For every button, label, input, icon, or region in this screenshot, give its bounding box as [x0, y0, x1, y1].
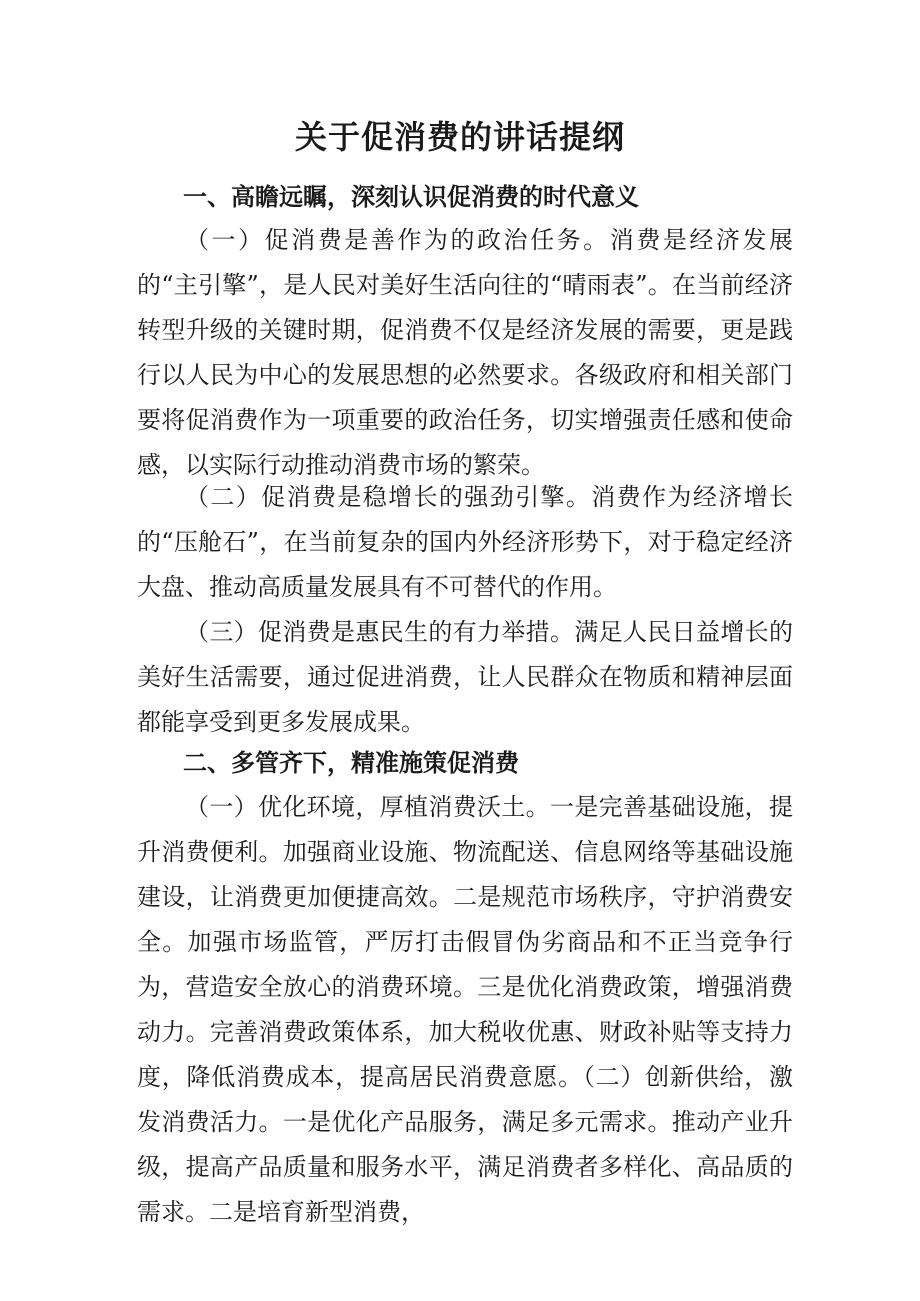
section-heading-2: 二、多管齐下，精准施策促消费: [183, 749, 519, 777]
paragraph-1-3: （三）促消费是惠民生的有力举措。满足人民日益增长的美好生活需要，通过促进消费，让人民群众在物质和精神层面都能享受到更多发展成果。: [137, 618, 793, 736]
paragraph-1-2: （二）促消费是稳增长的强劲引擎。消费作为经济增长的“压舱石”，在当前复杂的国内外经济形势下，对于稳定经济大盘、推动高质量发展具有不可替代的作用。: [137, 483, 793, 601]
section-heading-1: 一、高瞻远瞩，深刻认识促消费的时代意义: [183, 183, 639, 211]
document-title: 关于促消费的讲话提纲: [294, 118, 625, 156]
paragraph-1-1: （一）促消费是善作为的政治任务。消费是经济发展的“主引擎”，是人民对美好生活向往的“晴雨表”。在当前经济转型升级的关键时期，促消费不仅是经济发展的需要，更是践行以人民为中心的发展思想的必然要求。各级政府和相关部门要将促消费作为一项重要的政治任务，切实增强责任感和使命感，以实际行动推动消费市场的繁荣。: [137, 226, 793, 479]
paragraph-2-1: （一）优化环境，厚植消费沃土。一是完善基础设施，提升消费便利。加强商业设施、物流配送、信息网络等基础设施建设，让消费更加便捷高效。二是规范市场秩序，守护消费安全。加强市场监管，严厉打击假冒伪劣商品和不正当竞争行为，营造安全放心的消费环境。三是优化消费政策，增强消费动力。完善消费政策体系，加大税收优惠、财政补贴等支持力度，降低消费成本，提高居民消费意愿。（二）创新供给，激发消费活力。一是优化产品服务，满足多元需求。推动产业升级，提高产品质量和服务水平，满足消费者多样化、高品质的需求。二是培育新型消费，: [137, 793, 793, 1226]
